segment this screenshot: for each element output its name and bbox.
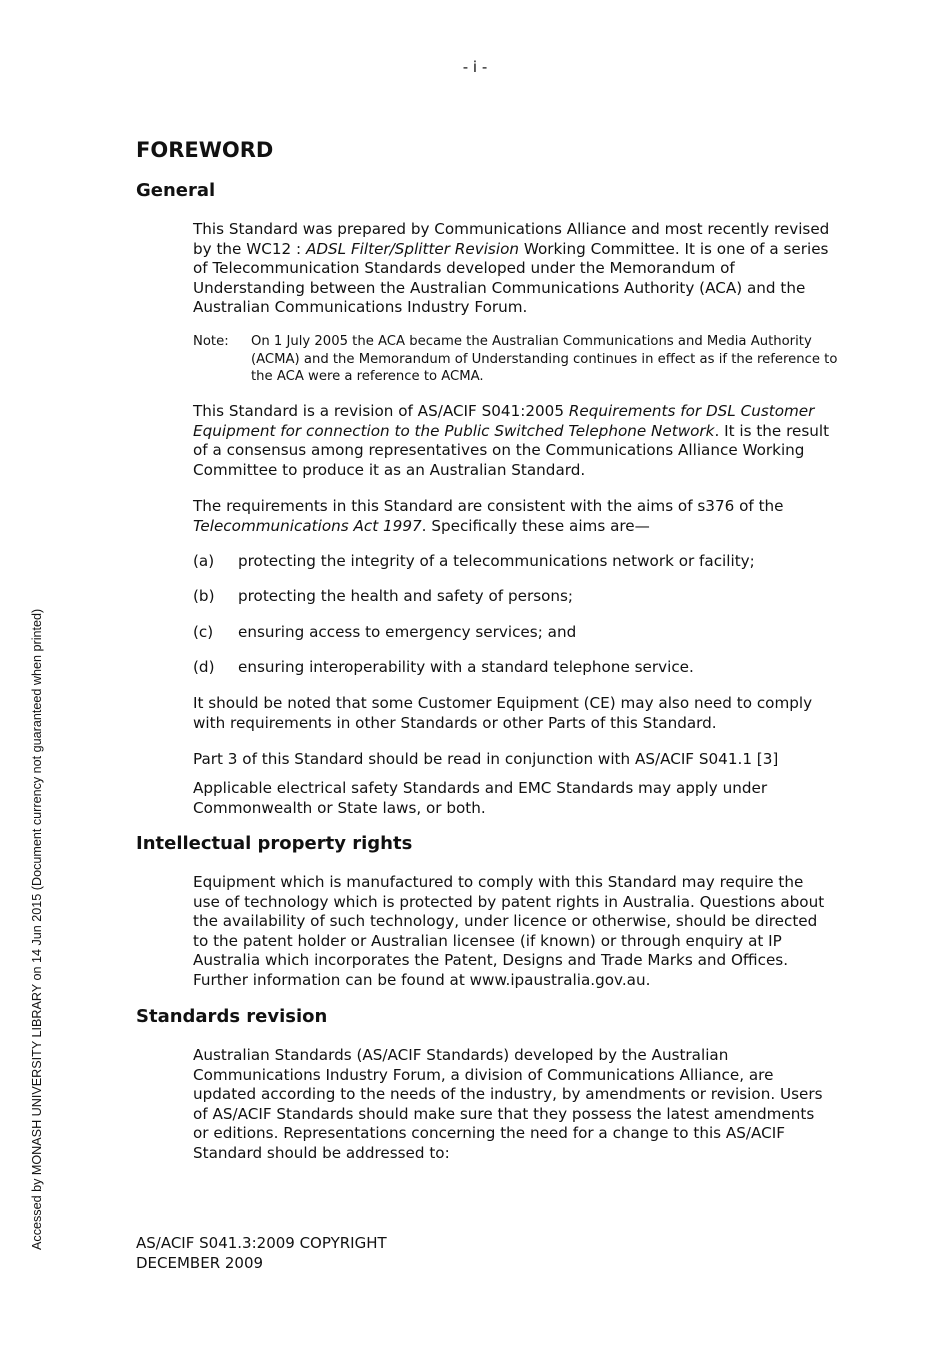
footer-date: DECEMBER 2009	[136, 1253, 264, 1272]
access-watermark: Accessed by MONASH UNIVERSITY LIBRARY on 14 Jun 2015 (Document currency not guaranteed when printed)	[30, 608, 44, 1250]
note-text: On 1 July 2005 the ACA became the Australian Communications and Media Authority (ACMA) and the Memorandum of Understanding continues in effect as if the reference to the ACA were a reference to ACMA.	[251, 334, 838, 384]
section-heading-revision: Standards revision	[136, 1006, 328, 1027]
list-text: ensuring access to emergency services; and	[238, 623, 577, 641]
ip-paragraph-1: Equipment which is manufactured to comply with this Standard may require the use of technology which is protected by patent rights in Australia. Questions about the availability of such technology, under licence or otherwise, should be directed to the patent holder or Australian licensee (if known) or through enquiry at IP Australia which incorporates the Patent, Designs and Trade Marks and Offices. Further information can be found at www.ipaustralia.gov.au.	[193, 873, 825, 989]
text-run: . It is the result of a consensus among representatives on the Communications Alliance Working Committee to produce it as an Australian Standard.	[193, 421, 830, 479]
list-item	[193, 587, 833, 607]
general-paragraph-1	[193, 220, 833, 318]
list-marker: (c)	[193, 623, 214, 641]
general-paragraph-5: Part 3 of this Standard should be read in conjunction with AS/ACIF S041.1 [3]	[193, 750, 779, 768]
text-run: The requirements in this Standard are consistent with the aims of s376 of the	[193, 497, 784, 515]
page-number: - i -	[462, 58, 488, 76]
section-heading-general: General	[136, 180, 216, 201]
list-item	[193, 658, 833, 678]
list-item	[193, 623, 833, 643]
list-text: protecting the health and safety of persons;	[238, 587, 574, 605]
section-heading-ip: Intellectual property rights	[136, 833, 413, 854]
text-run: . Specifically these aims are—	[421, 516, 650, 535]
general-paragraph-2	[193, 402, 833, 480]
footer	[136, 1234, 387, 1273]
text-run: This Standard was prepared by Communications Alliance and most recently revised by the WC12 :	[193, 220, 830, 258]
page-title: FOREWORD	[136, 138, 274, 162]
act-title: Telecommunications Act 1997	[193, 516, 422, 535]
list-marker: (d)	[193, 658, 215, 676]
list-text: ensuring interoperability with a standard telephone service.	[238, 658, 694, 676]
list-marker: (b)	[193, 587, 215, 605]
general-paragraph-6: Applicable electrical safety Standards and EMC Standards may apply under Commonwealth or State laws, or both.	[193, 779, 768, 817]
standard-title: Requirements for DSL Customer Equipment for connection to the Public Switched Telephone Network	[193, 402, 815, 440]
general-paragraph-3	[193, 497, 833, 536]
footer-document-id: AS/ACIF S041.3:2009 COPYRIGHT	[136, 1234, 387, 1252]
text-run: This Standard is a revision of AS/ACIF S041:2005	[193, 402, 569, 420]
note	[193, 333, 843, 386]
list-marker: (a)	[193, 552, 215, 570]
committee-name: ADSL Filter/Splitter Revision	[305, 239, 519, 258]
note-label: Note:	[193, 334, 229, 349]
text-run: Working Committee. It is one of a series of Telecommunication Standards developed under the Memorandum of Understanding between the Australian Communications Authority (ACA) and the Australian Communications Industry Forum.	[193, 239, 829, 317]
revision-paragraph-1: Australian Standards (AS/ACIF Standards) developed by the Australian Communications Industry Forum, a division of Communications Alliance, are updated according to the needs of the industry, by amendments or revision. Users of AS/ACIF Standards should make sure that they possess the latest amendments or editions. Representations concerning the need for a change to this AS/ACIF Standard should be addressed to:	[193, 1046, 823, 1162]
list-item	[193, 552, 833, 572]
list-text: protecting the integrity of a telecommunications network or facility;	[238, 552, 755, 570]
general-paragraph-4: It should be noted that some Customer Equipment (CE) may also need to comply with requirements in other Standards or other Parts of this Standard.	[193, 694, 813, 732]
